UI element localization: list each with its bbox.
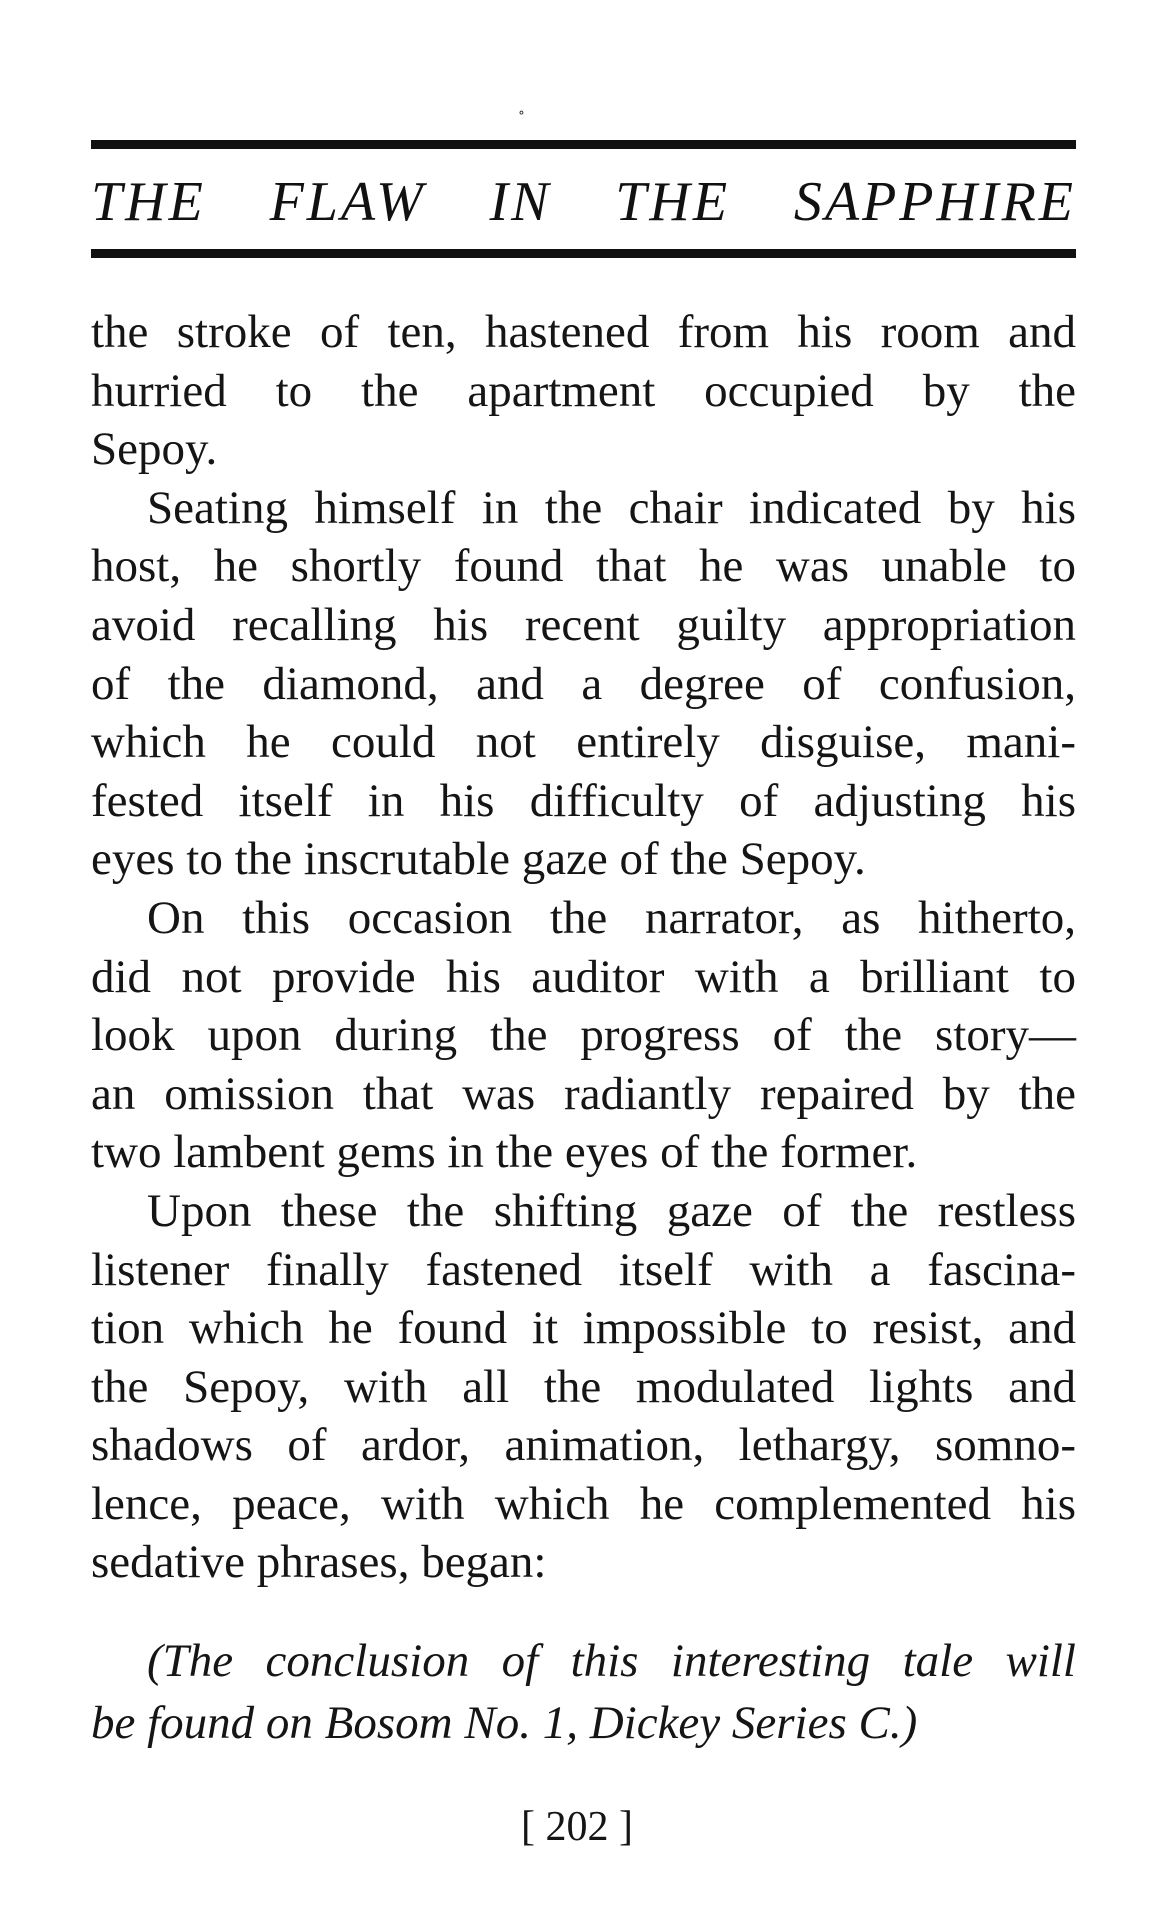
note-line: be found on Bosom No. 1, Dickey Series C.) — [91, 1697, 918, 1749]
paragraph-4 — [91, 1182, 1076, 1592]
text-line: avoid recalling his recent guilty appropriation — [91, 598, 1076, 651]
text-line: of the diamond, and a degree of confusion, — [91, 657, 1076, 710]
text-line: sedative phrases, began: — [91, 1536, 547, 1589]
text-line: Upon these the shifting gaze of the restless — [147, 1184, 1076, 1237]
paragraph-1 — [91, 303, 1076, 479]
text-line: the stroke of ten, hastened from his room and — [91, 306, 1076, 358]
paragraph-3 — [91, 889, 1076, 1182]
text-line: eyes to the inscrutable gaze of the Sepoy. — [91, 833, 866, 886]
text-line: host, he shortly found that he was unable to — [91, 540, 1076, 593]
header-rule-bottom — [91, 249, 1076, 258]
text-line: fested itself in his difficulty of adjusting his — [91, 774, 1076, 827]
page-number: [ 202 ] — [521, 1804, 633, 1850]
text-line: an omission that was radiantly repaired by the — [91, 1067, 1076, 1120]
text-line: Seating himself in the chair indicated by his — [147, 481, 1076, 534]
text-line: lence, peace, with which he complemented his — [91, 1477, 1076, 1530]
header-rule-top — [91, 140, 1076, 149]
text-line: tion which he found it impossible to resist, and — [91, 1302, 1076, 1355]
paragraph-2 — [91, 479, 1076, 889]
text-line: two lambent gems in the eyes of the former. — [91, 1126, 918, 1179]
text-line: look upon during the progress of the story— — [91, 1009, 1076, 1062]
body-text — [91, 303, 1076, 1592]
text-line: did not provide his auditor with a brilliant to — [91, 950, 1076, 1003]
closing-note — [91, 1630, 1076, 1754]
text-line: listener finally fastened itself with a fascina- — [91, 1243, 1076, 1296]
print-speck: ∘ — [518, 105, 525, 121]
note-line: (The conclusion of this interesting tale will — [147, 1635, 1076, 1687]
text-line: which he could not entirely disguise, mani- — [91, 716, 1076, 769]
text-line: hurried to the apartment occupied by the — [91, 364, 1076, 417]
text-line: shadows of ardor, animation, lethargy, somno- — [91, 1419, 1076, 1472]
running-head: THE FLAW IN THE SAPPHIRE — [91, 171, 1076, 233]
text-line: Sepoy. — [91, 423, 218, 476]
text-line: On this occasion the narrator, as hitherto, — [147, 891, 1076, 944]
text-line: the Sepoy, with all the modulated lights and — [91, 1360, 1076, 1413]
